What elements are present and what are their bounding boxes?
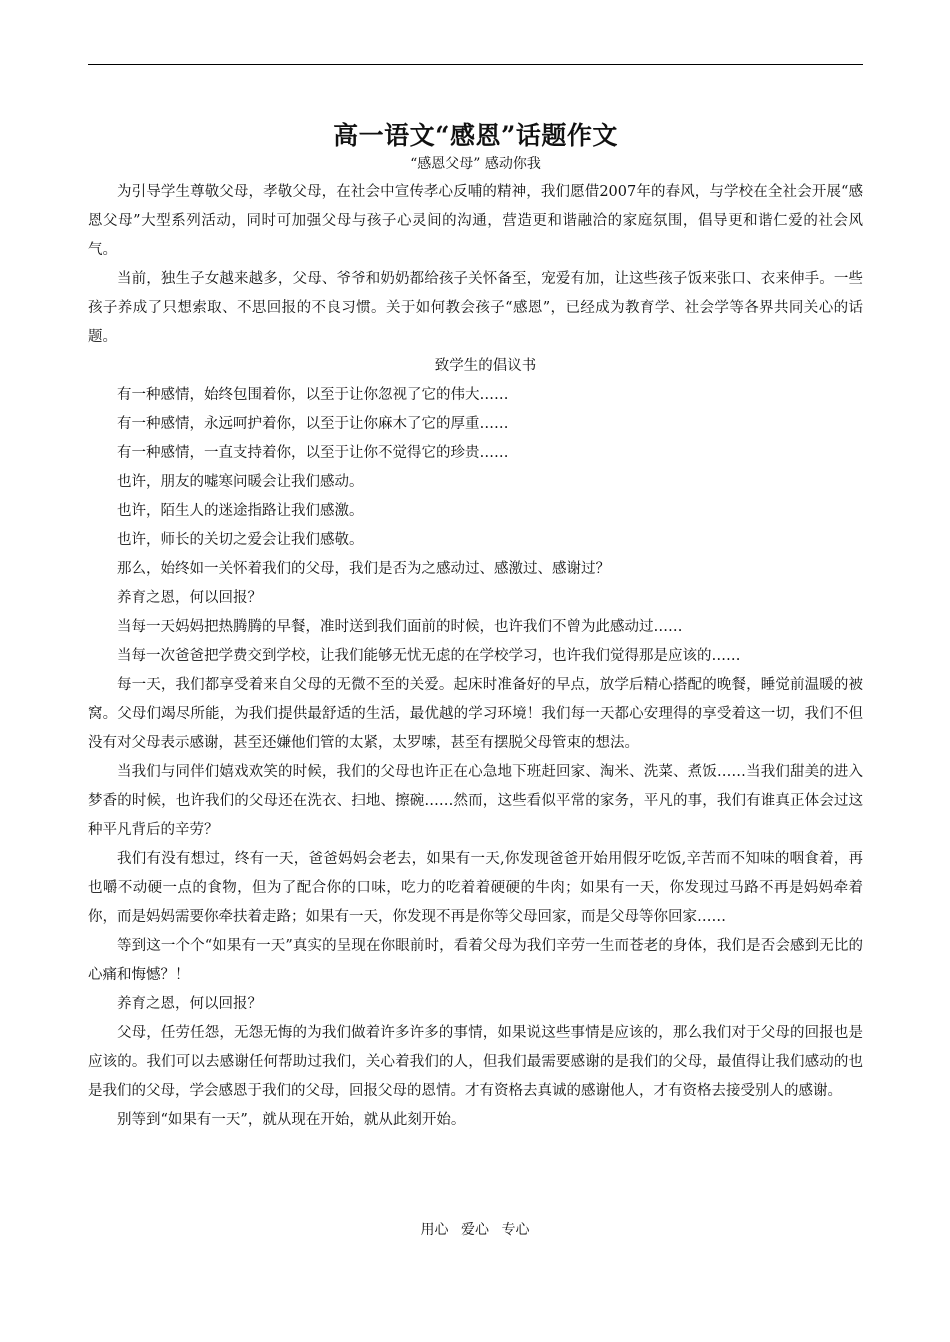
body-paragraph: 父母，任劳任怨，无怨无悔的为我们做着许多许多的事情，如果说这些事情是应该的，那么我们对于父母的回报也是应该的。我们可以去感谢任何帮助过我们，关心着我们的人，但我们最需要感谢的是我们的父母，最值得让我们感动的也是我们的父母，学会感恩于我们的父母，回报父母的恩情。才有资格去真诚的感谢他人，才有资格去接受别人的感谢。 [88,1025,863,1099]
body-paragraph: 也许，陌生人的迷途指路让我们感激。 [117,503,364,519]
body-paragraph: 养育之恩，何以回报？ [117,590,262,606]
body-paragraph: 当每一天妈妈把热腾腾的早餐，准时送到我们面前的时候，也许我们不曾为此感动过…… [117,619,683,635]
document-subtitle: “感恩父母” 感动你我 [410,156,541,172]
body-paragraph: 那么，始终如一关怀着我们的父母，我们是否为之感动过、感激过、感谢过？ [117,561,610,577]
body-paragraph: 也许，朋友的嘘寒问暖会让我们感动。 [117,474,364,490]
body-paragraph: 当我们与同伴们嬉戏欢笑的时候，我们的父母也许正在心急地下班赶回家、淘米、洗菜、煮饭……当我们甜美的进入梦香的时候，也许我们的父母还在洗衣、扫地、擦碗……然而，这些看似平常的家务，平凡的事，我们有谁真正体会过这种平凡背后的辛劳？ [88,764,863,838]
intro-paragraph: 为引导学生尊敬父母，孝敬父母，在社会中宣传孝心反哺的精神，我们愿借2007年的春风，与学校在全社会开展“感恩父母”大型系列活动，同时可加强父母与孩子心灵间的沟通，营造更和谐融洽的家庭氛围，倡导更和谐仁爱的社会风气。 [88,184,863,258]
body-paragraph: 我们有没有想过，终有一天，爸爸妈妈会老去，如果有一天,你发现爸爸开始用假牙吃饭,辛苦而不知味的咽食着，再也嚼不动硬一点的食物，但为了配合你的口味，吃力的吃着着硬硬的牛肉；如果有一天，你发现过马路不再是妈妈牵着你，而是妈妈需要你牵扶着走路；如果有一天，你发现不再是你等父母回家，而是父母等你回家…… [88,851,863,925]
body-paragraph: 当每一次爸爸把学费交到学校，让我们能够无忧无虑的在学校学习，也许我们觉得那是应该的…… [117,648,741,664]
body-paragraph: 也许，师长的关切之爱会让我们感敬。 [117,532,364,548]
document-body [88,118,863,1135]
body-paragraph: 有一种感情，始终包围着你，以至于让你忽视了它的伟大…… [117,387,509,403]
document-title: 高一语文“感恩”话题作文 [333,121,618,150]
header-rule [88,64,863,65]
section-heading: 致学生的倡议书 [434,358,537,374]
body-paragraph: 养育之恩，何以回报？ [117,996,262,1012]
body-paragraph: 等到这一个个“如果有一天”真实的呈现在你眼前时，看着父母为我们辛劳一生而苍老的身体，我们是否会感到无比的心痛和悔憾？！ [88,938,863,983]
body-paragraph: 有一种感情，一直支持着你，以至于让你不觉得它的珍贵…… [117,445,509,461]
body-paragraph: 有一种感情，永远呵护着你，以至于让你麻木了它的厚重…… [117,416,509,432]
body-paragraph: 别等到“如果有一天”，就从现在开始，就从此刻开始。 [117,1112,466,1128]
page-footer: 用心 爱心 专心 [420,1222,530,1238]
intro-paragraph: 当前，独生子女越来越多，父母、爷爷和奶奶都给孩子关怀备至，宠爱有加，让这些孩子饭来张口、衣来伸手。一些孩子养成了只想索取、不思回报的不良习惯。关于如何教会孩子“感恩”，已经成为教育学、社会学等各界共同关心的话题。 [88,271,863,345]
body-paragraph: 每一天，我们都享受着来自父母的无微不至的关爱。起床时准备好的早点，放学后精心搭配的晚餐，睡觉前温暖的被窝。父母们竭尽所能，为我们提供最舒适的生活，最优越的学习环境！我们每一天都心安理得的享受着这一切，我们不但没有对父母表示感谢，甚至还嫌他们管的太紧，太罗嗦，甚至有摆脱父母管束的想法。 [88,677,863,751]
